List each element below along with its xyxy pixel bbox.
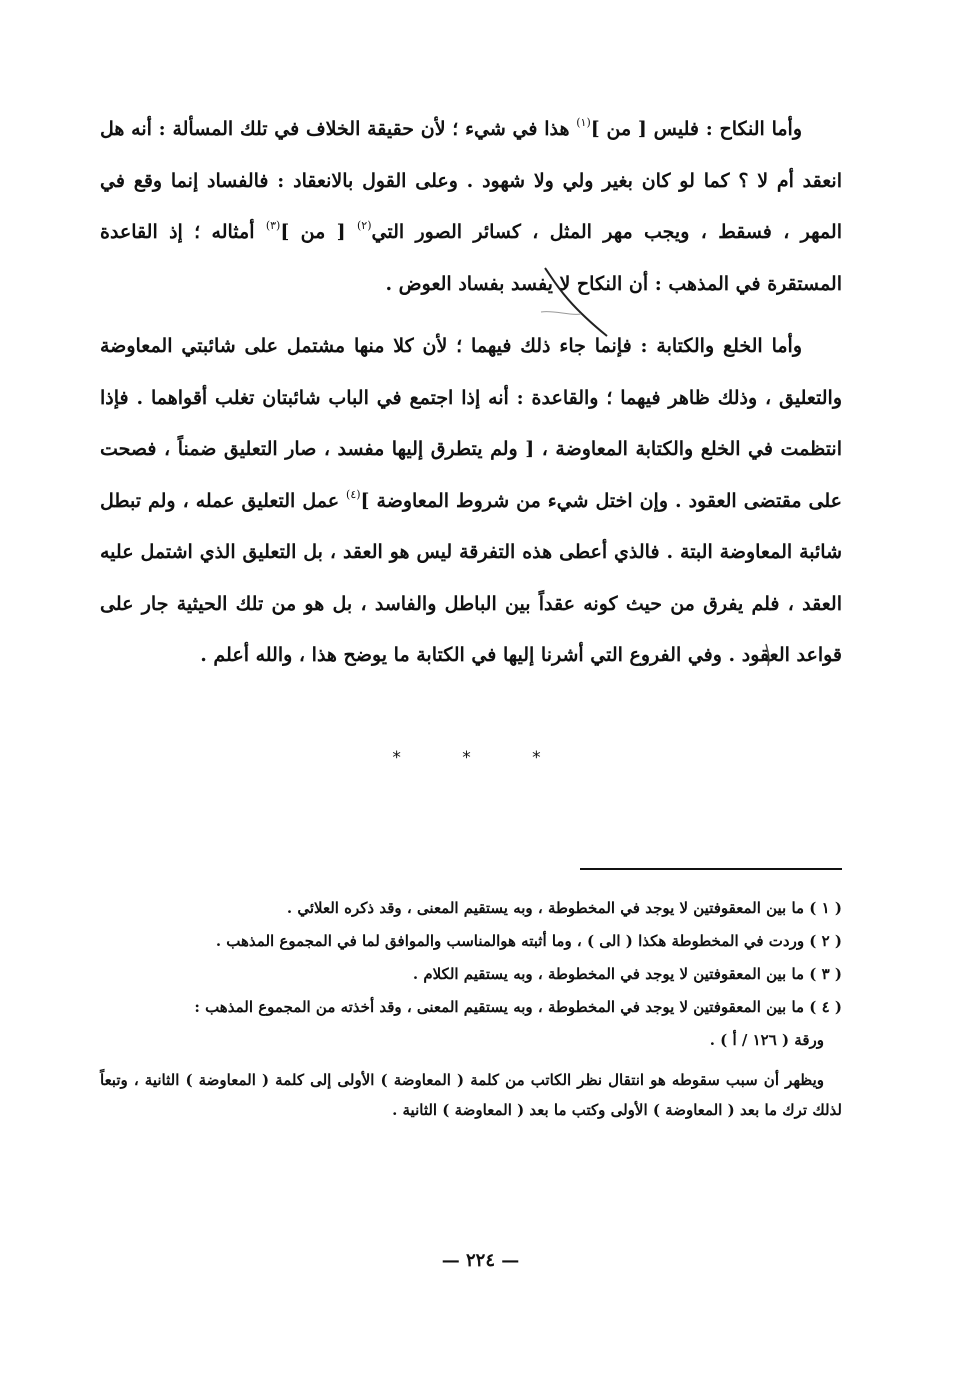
paragraph-marriage: وأما النكاح : فليس [ من ]$^{(١)}$ هذا في شيء ؛ لأن حقيقة الخلاف في تلك المسألة : أنه هل انعقد أم لا ؟ كما لو كان بغير ولي ولا شهود . وعلى القول بالانعقاد : فالفساد إنما وقع في المهر ، فسقط ، ويجب مهر المثل ، كسائر الصور التي$^{(٢)}$ [ من ]$^{(٣)}$ أمثاله ؛ إذ القاعدة المستقرة في المذهب : أن النكاح لا يفسد بفساد العوض .	[100, 116, 842, 295]
footnote-3: ( ٣ ) ما بين المعقوفتين لا يوجد في المخطوطة ، وبه يستقيم الكلام .	[412, 965, 842, 983]
section-separator: * * *	[392, 748, 569, 768]
footnote-4-continuation: ورقة ( ١٢٦ / أ ) .	[709, 1031, 824, 1049]
footnote-4: ( ٤ ) ما بين المعقوفتين لا يوجد في المخطوطة ، وبه يستقيم المعنى ، وقد أخذته من المجموع المذهب :	[194, 998, 842, 1016]
footnote-note: ويظهر أن سبب سقوطه هو انتقال نظر الكاتب من كلمة ( المعاوضة ) الأولى إلى كلمة ( المعاوضة ) الثانية ، وتبعاً لذلك ترك ما بعد ( المعاوضة ) الأولى وكتب ما بعد ( المعاوضة ) الثانية .	[100, 1071, 842, 1119]
footnote-reference-marker: (٤)	[346, 487, 361, 501]
footnote-reference-marker: (١)	[576, 116, 591, 129]
main-text	[100, 104, 842, 682]
page-number: — ٢٢٤ —	[441, 1250, 520, 1271]
footnote-reference-marker: (٣)	[265, 219, 281, 232]
footnote-divider	[580, 868, 842, 870]
paragraph-khul-kitabah: وأما الخلع والكتابة : فإنما جاء ذلك فيهما ؛ لأن كلا منها مشتمل على شائبتي المعاوضة والتعليق ، وذلك ظاهر فيهما ؛ والقاعدة : أنه إذا اجتمع في الباب شائبتان تغلب أقواهما . فإذا انتظمت في الخلع والكتابة المعاوضة ، [ ولم يتطرق إليها مفسد ، صار التعليق ضمناً ، فصحت على مقتضى العقود . وإن اختل شيء من شروط المعاوضة ]$^{(٤)}$ عمل التعليق عمله ، ولم تبطل شائبة المعاوضة البتة . فالذي أعطى هذه التفرقة ليس هو العقد ، بل التعليق الذي اشتمل عليه العقد ، فلم يفرق من حيث كونه عقداً بين الباطل والفاسد ، بل هو من تلك الحيثية جار على قواعد العقود . وفي الفروع التي أشرنا إليها في الكتابة ما يوضح هذا ، والله أعلم .	[100, 335, 842, 666]
footnotes	[100, 892, 842, 1125]
footnote-2: ( ٢ ) وردت في المخطوطة هكذا ( الى ) ، وما أثبته هوالمناسب والموافق لما في المجموع المذهب .	[215, 932, 842, 950]
pen-tick-mark	[762, 642, 776, 668]
footnote-1: ( ١ ) ما بين المعقوفتين لا يوجد في المخطوطة ، وبه يستقيم المعنى ، وقد ذكره العلائي .	[286, 899, 842, 917]
pen-scribble-mark	[535, 262, 615, 342]
footnote-reference-marker: (٢)	[356, 219, 372, 232]
